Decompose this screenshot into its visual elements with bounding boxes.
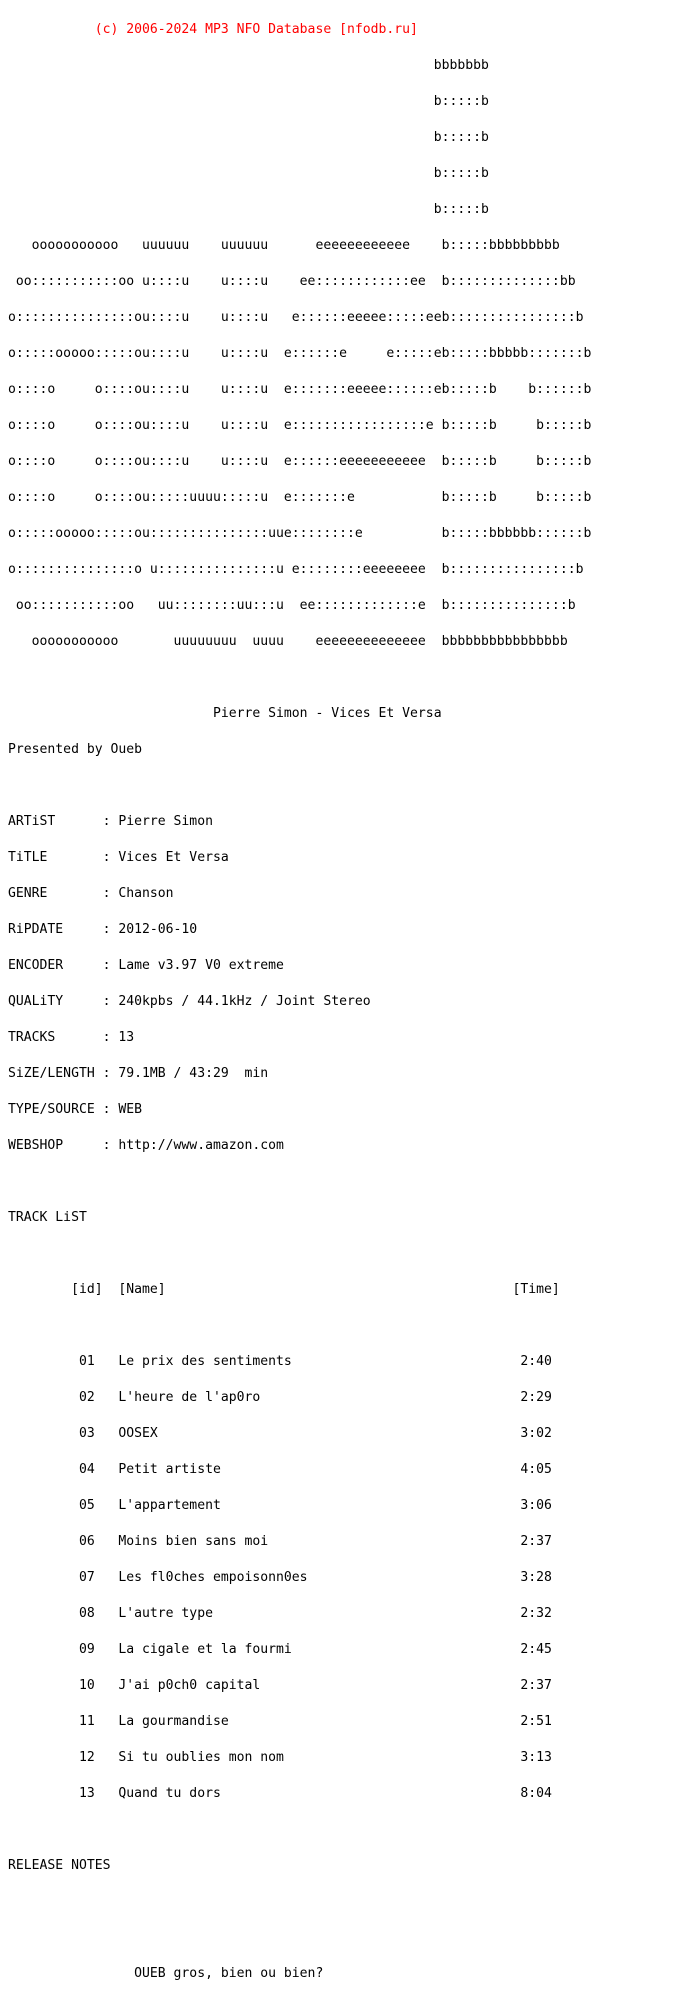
track-list-heading: TRACK LiST — [8, 1210, 87, 1225]
logo-line: ooooooooooo uuuuuu uuuuuu eeeeeeeeeeee b:::::bbbbbbbbb — [8, 238, 560, 253]
presented-by: Presented by Oueb — [8, 742, 143, 757]
logo-line: o:::::::::::::::ou::::u u::::u e::::::eeeee:::::eeb::::::::::::::::b — [8, 310, 584, 325]
release-title: Pierre Simon - Vices Et Versa — [8, 706, 442, 721]
blank-line — [8, 1320, 591, 1332]
release-notes-heading: RELEASE NOTES — [8, 1858, 111, 1873]
logo-line: o::::o o::::ou::::u u::::u e:::::::eeeee::::::eb:::::b b::::::b — [8, 382, 592, 397]
logo-line: oo:::::::::::oo uu::::::::uu:::u ee:::::::::::::e b:::::::::::::::b — [8, 598, 576, 613]
logo-line: o:::::ooooo:::::ou::::u u::::u e::::::e e:::::eb:::::bbbbb:::::::b — [8, 346, 592, 361]
track-row: 03 OOSEX 3:02 — [8, 1426, 552, 1441]
track-row: 06 Moins bien sans moi 2:37 — [8, 1534, 552, 1549]
blank-line — [8, 1932, 591, 1944]
logo-line: o::::o o::::ou::::u u::::u e::::::eeeeeeeeeee b:::::b b:::::b — [8, 454, 592, 469]
logo-line: b:::::b — [8, 202, 489, 217]
track-list-header: [id] [Name] [Time] — [8, 1282, 560, 1297]
logo-line: bbbbbbb — [8, 58, 489, 73]
logo-line: o::::o o::::ou:::::uuuu:::::u e:::::::e b:::::b b:::::b — [8, 490, 592, 505]
info-size-length: SiZE/LENGTH : 79.1MB / 43:29 min — [8, 1066, 269, 1081]
track-row: 05 L'appartement 3:06 — [8, 1498, 552, 1513]
blank-line — [8, 1248, 591, 1260]
info-quality: QUALiTY : 240kpbs / 44.1kHz / Joint Stereo — [8, 994, 371, 1009]
logo-line: b:::::b — [8, 166, 489, 181]
track-row: 01 Le prix des sentiments 2:40 — [8, 1354, 552, 1369]
release-notes-text: OUEB gros, bien ou bien? — [8, 1966, 324, 1981]
info-title: TiTLE : Vices Et Versa — [8, 850, 229, 865]
blank-line — [8, 1824, 591, 1836]
info-type-source: TYPE/SOURCE : WEB — [8, 1102, 143, 1117]
info-genre: GENRE : Chanson — [8, 886, 174, 901]
info-tracks: TRACKS : 13 — [8, 1030, 135, 1045]
blank-line — [8, 1896, 591, 1908]
blank-line — [8, 1176, 591, 1188]
blank-line — [8, 780, 591, 792]
track-row: 10 J'ai p0ch0 capital 2:37 — [8, 1678, 552, 1693]
logo-line: b:::::b — [8, 94, 489, 109]
nfo-document — [8, 0, 591, 1992]
track-row: 07 Les fl0ches empoisonn0es 3:28 — [8, 1570, 552, 1585]
blank-line — [8, 672, 591, 684]
info-artist: ARTiST : Pierre Simon — [8, 814, 213, 829]
logo-line: ooooooooooo uuuuuuuu uuuu eeeeeeeeeeeeee bbbbbbbbbbbbbbbb — [8, 634, 568, 649]
logo-line: o:::::::::::::::o u:::::::::::::::u e::::::::eeeeeeee b::::::::::::::::b — [8, 562, 584, 577]
logo-line: o::::o o::::ou::::u u::::u e:::::::::::::::::e b:::::b b:::::b — [8, 418, 592, 433]
info-webshop: WEBSHOP : http://www.amazon.com — [8, 1138, 284, 1153]
copyright-header: (c) 2006-2024 MP3 NFO Database [nfodb.ru] — [8, 22, 418, 37]
logo-line: o:::::ooooo:::::ou:::::::::::::::uue::::::::e b:::::bbbbbb::::::b — [8, 526, 592, 541]
track-row: 12 Si tu oublies mon nom 3:13 — [8, 1750, 552, 1765]
track-row: 02 L'heure de l'ap0ro 2:29 — [8, 1390, 552, 1405]
logo-line: oo:::::::::::oo u::::u u::::u ee::::::::::::ee b::::::::::::::bb — [8, 274, 576, 289]
track-row: 11 La gourmandise 2:51 — [8, 1714, 552, 1729]
track-row: 04 Petit artiste 4:05 — [8, 1462, 552, 1477]
info-ripdate: RiPDATE : 2012-06-10 — [8, 922, 198, 937]
info-encoder: ENCODER : Lame v3.97 V0 extreme — [8, 958, 284, 973]
track-row: 08 L'autre type 2:32 — [8, 1606, 552, 1621]
track-row: 13 Quand tu dors 8:04 — [8, 1786, 552, 1801]
logo-line: b:::::b — [8, 130, 489, 145]
track-row: 09 La cigale et la fourmi 2:45 — [8, 1642, 552, 1657]
